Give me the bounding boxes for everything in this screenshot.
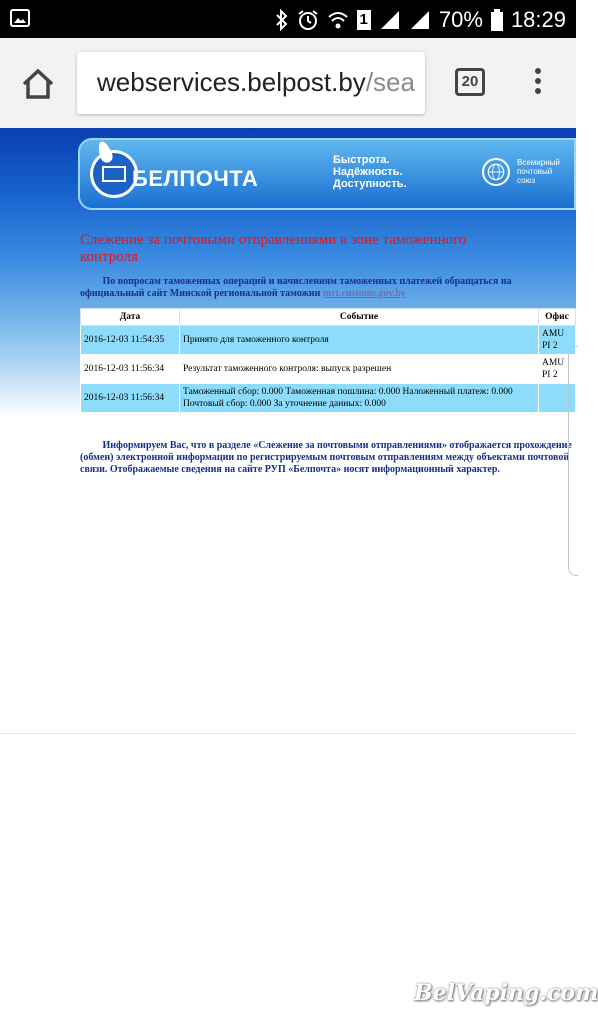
url-text: webservices.belpost.by/sea xyxy=(97,67,415,97)
slogan: Быстрота. Надёжность. Доступность. xyxy=(333,154,407,190)
battery-percent: 70% xyxy=(438,7,483,32)
signal-icon xyxy=(409,9,431,31)
wifi-icon xyxy=(327,9,349,31)
alarm-icon xyxy=(297,9,319,31)
upu-globe-icon xyxy=(482,158,510,186)
signal-icon xyxy=(379,9,401,31)
tab-switcher-button[interactable]: 20 xyxy=(455,68,485,96)
cell-date: 2016-12-03 11:56:34 xyxy=(81,384,180,413)
cell-event: Принято для таможенного контроля xyxy=(180,326,539,355)
cell-date: 2016-12-03 11:56:34 xyxy=(81,355,180,384)
cell-event: Результат таможенного контроля: выпуск разрешен xyxy=(180,355,539,384)
sim-slot-badge: 1 xyxy=(357,10,371,30)
battery-icon xyxy=(491,9,503,31)
gallery-icon xyxy=(10,9,30,27)
status-bar xyxy=(0,0,576,38)
page-title: Слежение за почтовыми отправлениями в зоне таможенного контроля xyxy=(80,232,467,265)
tracking-table xyxy=(80,308,576,413)
header-date: Дата xyxy=(81,309,180,326)
belpost-logo-icon xyxy=(90,150,138,198)
header-office: Офис xyxy=(539,309,576,326)
page-end-divider xyxy=(0,733,576,734)
cell-date: 2016-12-03 11:54:35 xyxy=(81,326,180,355)
logo-text: БЕЛПОЧТА xyxy=(132,166,259,191)
notice-text: Информируем Вас, что в разделе «Слежение за почтовыми отправлениями» отображается прохождение (обмен) электронной информации по регистрируемым почтовым отправлениям между объектами почтовой связи. Отображаемые сведения на сайте РУП «Белпочта» носят информационный характер. xyxy=(80,440,572,475)
cell-office: AMU PI 2 xyxy=(539,355,576,384)
customs-link[interactable]: mrt.customs.gov.by xyxy=(322,288,406,299)
table-row xyxy=(81,384,576,413)
table-row xyxy=(81,355,576,384)
belpost-banner[interactable] xyxy=(78,138,576,210)
home-icon[interactable] xyxy=(18,64,58,104)
browser-toolbar xyxy=(0,38,576,129)
address-bar[interactable] xyxy=(77,52,425,114)
web-page xyxy=(0,128,576,734)
overflow-menu-icon[interactable] xyxy=(532,68,544,98)
overscroll-edge xyxy=(568,346,578,576)
cell-event: Таможенный сбор: 0.000 Таможенная пошлина: 0.000 Наложенный платеж: 0.000 Почтовый сбор: 0.000 За уточнение данных: 0.000 xyxy=(180,384,539,413)
table-row xyxy=(81,326,576,355)
bluetooth-icon xyxy=(275,9,289,31)
upu-label: Всемирный почтовый союз xyxy=(517,158,560,185)
cell-office: AMU PI 2 xyxy=(539,326,576,355)
header-event: Событие xyxy=(180,309,539,326)
customs-info: По вопросам таможенных операций и начислениям таможенных платежей обращаться на официальный сайт Минской региональной таможни mrt.customs.gov.by xyxy=(80,276,512,299)
watermark: BelVaping.com xyxy=(414,980,598,1006)
clock: 18:29 xyxy=(510,7,566,32)
